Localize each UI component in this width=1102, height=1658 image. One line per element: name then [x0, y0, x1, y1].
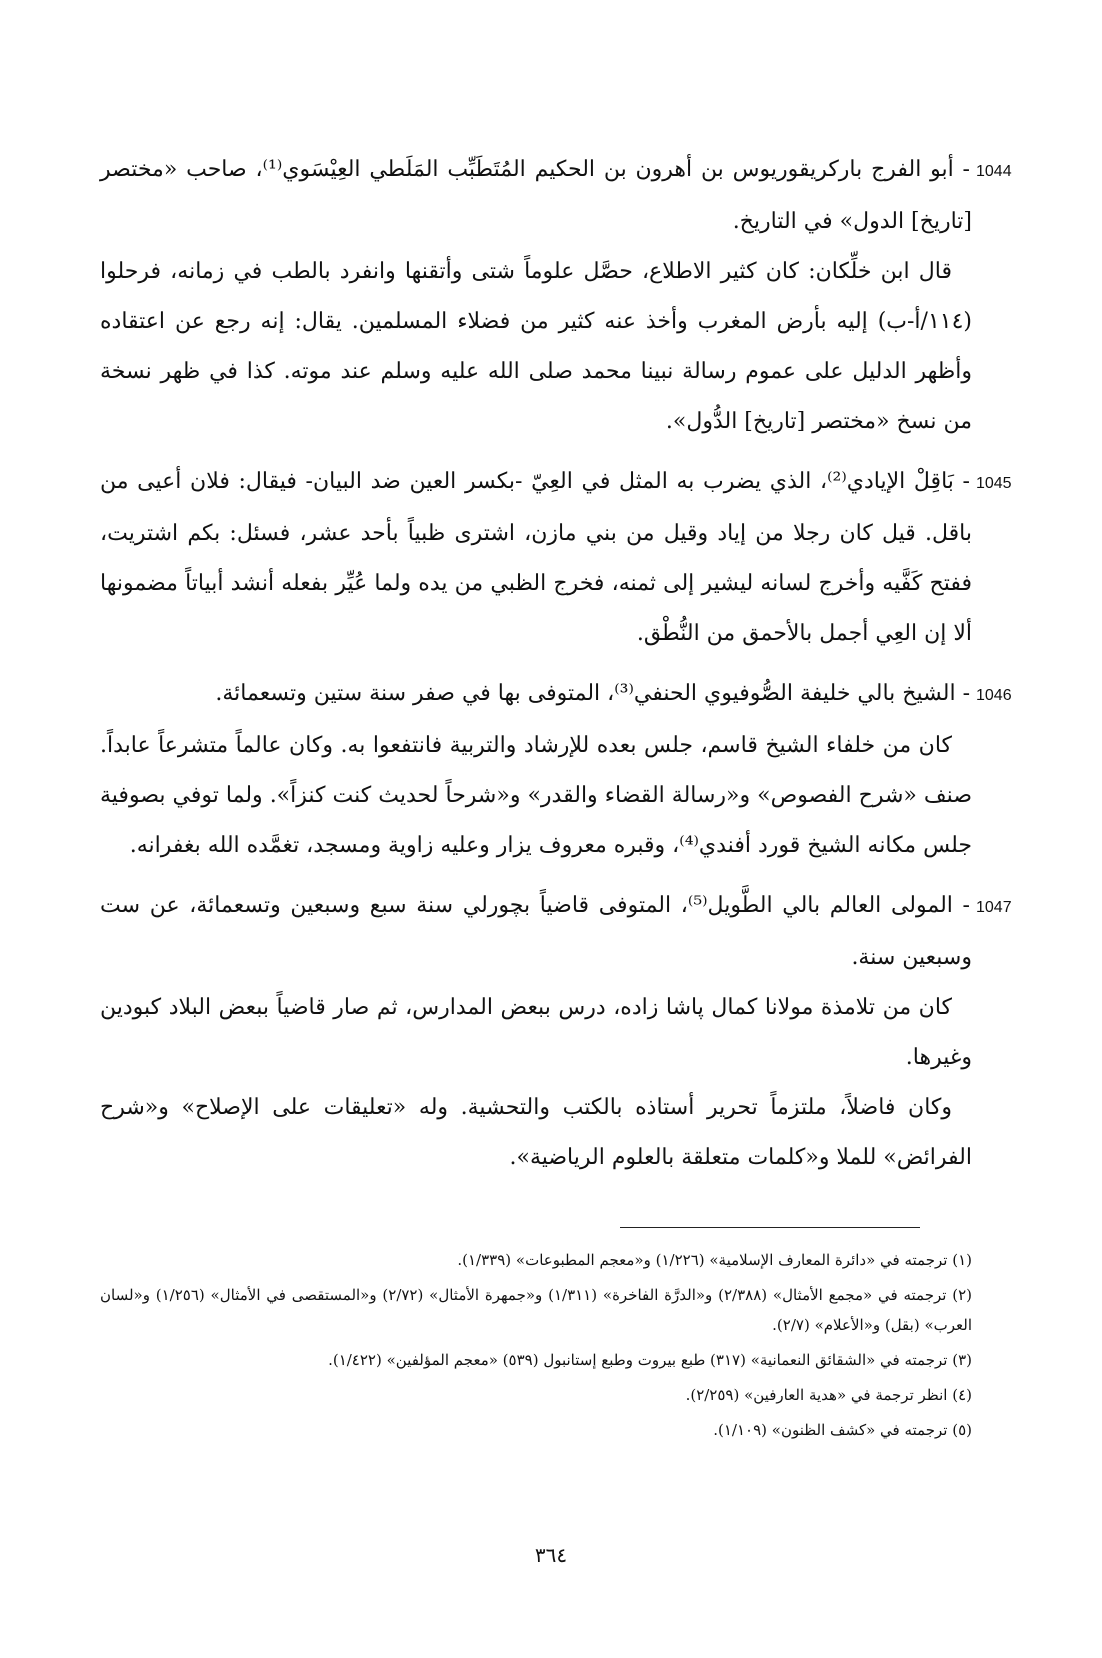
- entry-number: 1047: [976, 899, 1012, 916]
- entry-1047: [100, 881, 1012, 1183]
- entry-paragraph: وكان فاضلاً، ملتزماً تحرير أستاذه بالكتب والتحشية. وله «تعليقات على الإصلاح» و«شرح الفرائض» للملا و«كلمات متعلقة بالعلوم الرياضية».: [100, 1095, 972, 1170]
- entry-paragraph: كان من تلامذة مولانا كمال پاشا زاده، درس ببعض المدارس، ثم صار قاضياً ببعض البلاد كبودين وغيرها.: [100, 995, 972, 1070]
- entry-1045: [100, 457, 1012, 659]
- entry-heading: [100, 669, 1012, 721]
- entry-1046: [100, 669, 1012, 871]
- entry-paragraph: قال ابن خلِّكان: كان كثير الاطلاع، حصَّل علوماً شتى وأتقنها وانفرد بالطب في زمانه، فرحلوا (١١٤/أ-ب) إليه بأرض المغرب وأخذ عنه كثير من فضلاء المسلمين. يقال: إنه رجع عن اعتقاده وأظهر الدليل على عموم رسالة نبينا محمد صلى الله عليه وسلم عند موته. كذا في ظهر نسخة من نسخ «مختصر [تاريخ] الدُّول».: [100, 259, 972, 434]
- page-number: ٣٦٤: [534, 1543, 568, 1567]
- entry-text: - أبو الفرج باركريقوريوس بن أهرون بن الحكيم المُتَطَبِّب المَلَطي العِيْسَوي⁽¹⁾، صاحب «مختصر [تاريخ] الدول» في التاريخ.: [100, 157, 972, 234]
- footnote-5: (٥) ترجمته في «كشف الظنون» (١/١٠٩).: [713, 1421, 972, 1439]
- footnotes: [100, 1245, 972, 1450]
- footnote-4: (٤) انظر ترجمة في «هدية العارفين» (٢/٢٥٩).: [685, 1386, 972, 1404]
- entry-text: - الشيخ بالي خليفة الصُّوفيوي الحنفي⁽³⁾، المتوفى بها في صفر سنة ستين وتسعمائة.: [215, 681, 970, 706]
- entry-text: - المولى العالم بالي الطَّويل⁽⁵⁾، المتوفى قاضياً بچورلي سنة سبع وسبعين وتسعمائة، عن ست وسبعين سنة.: [100, 893, 972, 970]
- footnote-1: (١) ترجمته في «دائرة المعارف الإسلامية» (١/٢٢٦) و«معجم المطبوعات» (١/٣٣٩).: [457, 1251, 972, 1269]
- entry-heading: [100, 145, 1012, 247]
- entry-heading: [100, 457, 1012, 659]
- entry-1044: [100, 145, 1012, 447]
- entry-number: 1045: [975, 475, 1012, 492]
- footnote-divider: [620, 1227, 920, 1228]
- entry-number: 1046: [976, 687, 1012, 704]
- footnote-3: (٣) ترجمته في «الشقائق النعمانية» (٣١٧) طبع بيروت وطبع إستانبول (٥٣٩) «معجم المؤلفين» (١/٤٢٢).: [328, 1351, 972, 1369]
- entry-heading: [100, 881, 1012, 983]
- main-text: [100, 145, 1012, 1193]
- entry-text: - بَاقِلْ الإيادي⁽²⁾، الذي يضرب به المثل في العِيّ -بكسر العين ضد البيان- فيقال: فلان أعيى من باقل. قيل كان رجلا من إياد وقيل من بني مازن، اشترى ظبياً بأحد عشر، فسئل: بكم اشتريت، ففتح كَفَّيه وأخرج لسانه ليشير إلى ثمنه، فخرج الظبي من يده ولما عُيِّر بفعله أنشد أبياتاً مضمونها ألا إن العِي أجمل بالأحمق من النُّطْق.: [100, 469, 972, 646]
- footnote-2: (٢) ترجمته في «مجمع الأمثال» (٢/٣٨٨) و«الدرَّة الفاخرة» (١/٣١١) و«جمهرة الأمثال» (٢/٧٢) و«المستقصى في الأمثال» (١/٢٥٦) و«لسان العرب» (بقل) و«الأعلام» (٢/٧).: [100, 1286, 972, 1334]
- entry-paragraph: كان من خلفاء الشيخ قاسم، جلس بعده للإرشاد والتربية فانتفعوا به. وكان عالماً متشرعاً عابداً. صنف «شرح الفصوص» و«رسالة القضاء والقدر» و«شرحاً لحديث كنت كنزاً». ولما توفي بصوفية جلس مكانه الشيخ قورد أفندي⁽⁴⁾، وقبره معروف يزار وعليه زاوية ومسجد، تغمَّده الله بغفرانه.: [100, 733, 972, 858]
- entry-number: 1044: [976, 163, 1012, 180]
